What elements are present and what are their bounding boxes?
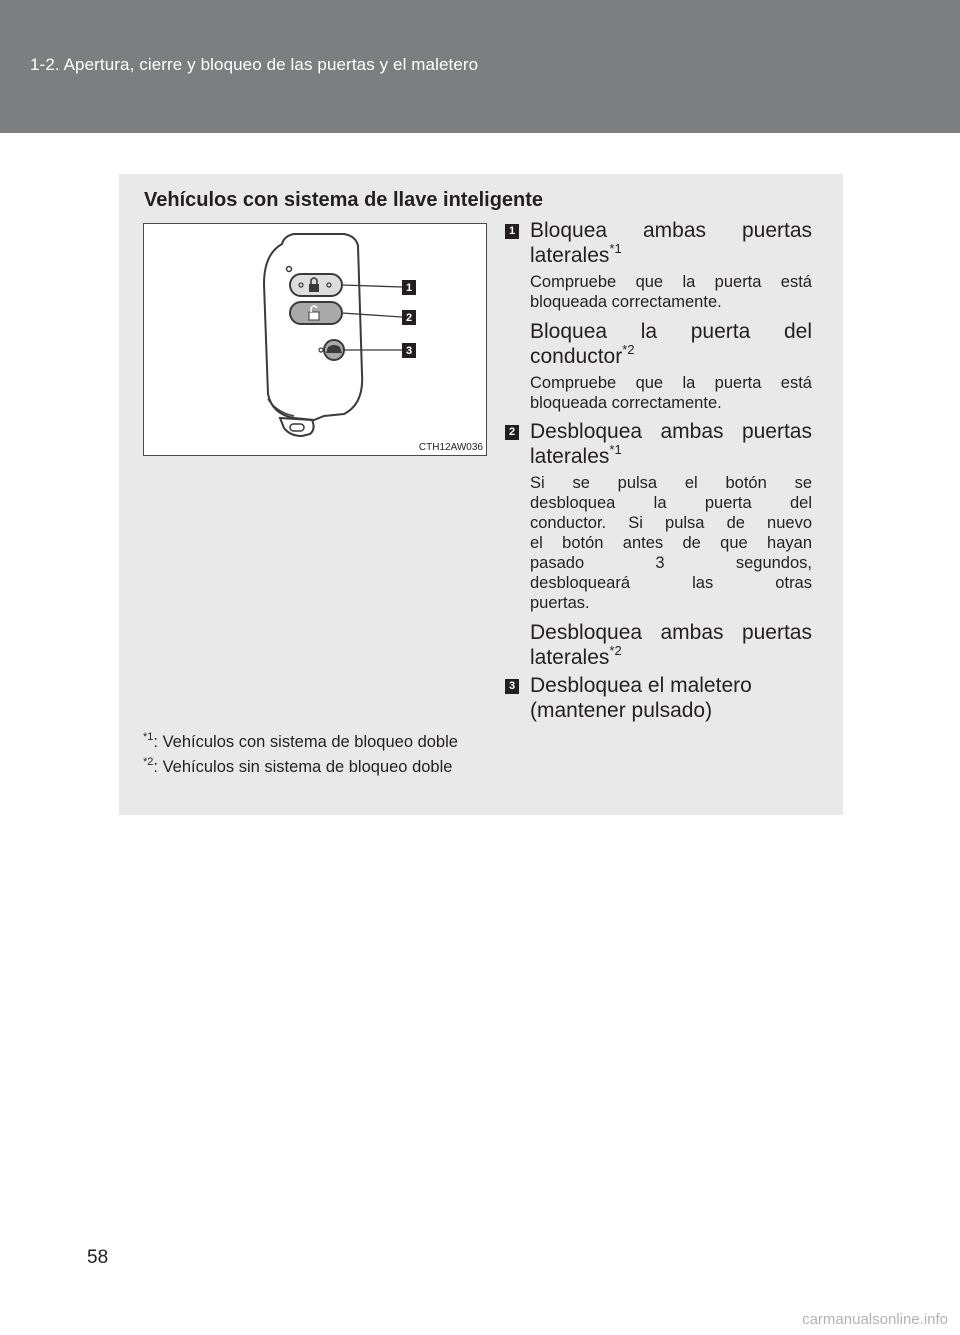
item-1b-head: Bloquea la puerta del (530, 320, 812, 343)
item-2a-head: Desbloquea ambas puertas (530, 420, 812, 443)
footnotes (143, 730, 458, 780)
section-title: 1-2. Apertura, cierre y bloqueo de las puertas y el maletero (30, 55, 479, 74)
badge-3: 3 (505, 679, 519, 694)
item-1a-note: Compruebe que la puerta está (530, 273, 812, 291)
badge-2: 2 (505, 425, 519, 440)
item-1b-note: Compruebe que la puerta está (530, 374, 812, 392)
smart-key-illustration (144, 224, 486, 455)
figure-code: CTH12AW036 (418, 442, 483, 453)
svg-text:2: 2 (405, 312, 413, 324)
item-2a-note: Si se pulsa el botón se (530, 474, 812, 492)
key-body (264, 234, 362, 420)
watermark: carmanualsonline.info (802, 1311, 948, 1328)
item-1: 1 Bloquea ambas puertas laterales$^{*1}$ Compruebe que la puerta está bloqueada correctamente. Bloquea la puerta del conductor$^{*2}$ Compruebe que la puerta está bloqueada correctamente. (530, 218, 812, 413)
item-3-head: Desbloquea el maletero (530, 674, 752, 697)
footnote-1: $^{*1}$: Vehículos con sistema de bloqueo doble (143, 731, 458, 751)
svg-text:1: 1 (405, 282, 413, 294)
footnote-2: $^{*2}$: Vehículos sin sistema de bloqueo doble (143, 756, 453, 776)
item-2b-head: Desbloquea ambas puertas (530, 621, 812, 644)
svg-text:3: 3 (405, 345, 413, 357)
item-2: 2 Desbloquea ambas puertas laterales$^{*1}$ Si se pulsa el botón se desbloquea la puerta del conductor. Si pulsa de nuevo el botón antes de que hayan pasado 3 segundos, desbloqueará las otras puertas. Desbloquea ambas puertas laterales$^{*2}$ (530, 419, 812, 670)
smart-key-panel (119, 174, 843, 815)
smart-key-figure (143, 223, 487, 456)
key-tip (280, 418, 314, 436)
descriptions-column (508, 218, 812, 723)
page-number: 58 (87, 1247, 109, 1268)
item-3: 3 Desbloquea el maletero (mantener pulsado) (530, 673, 812, 723)
badge-1: 1 (505, 224, 519, 239)
header-band (0, 0, 960, 133)
item-1a-head: Bloquea ambas puertas (530, 219, 812, 242)
panel-title: Vehículos con sistema de llave inteligente (144, 189, 544, 211)
